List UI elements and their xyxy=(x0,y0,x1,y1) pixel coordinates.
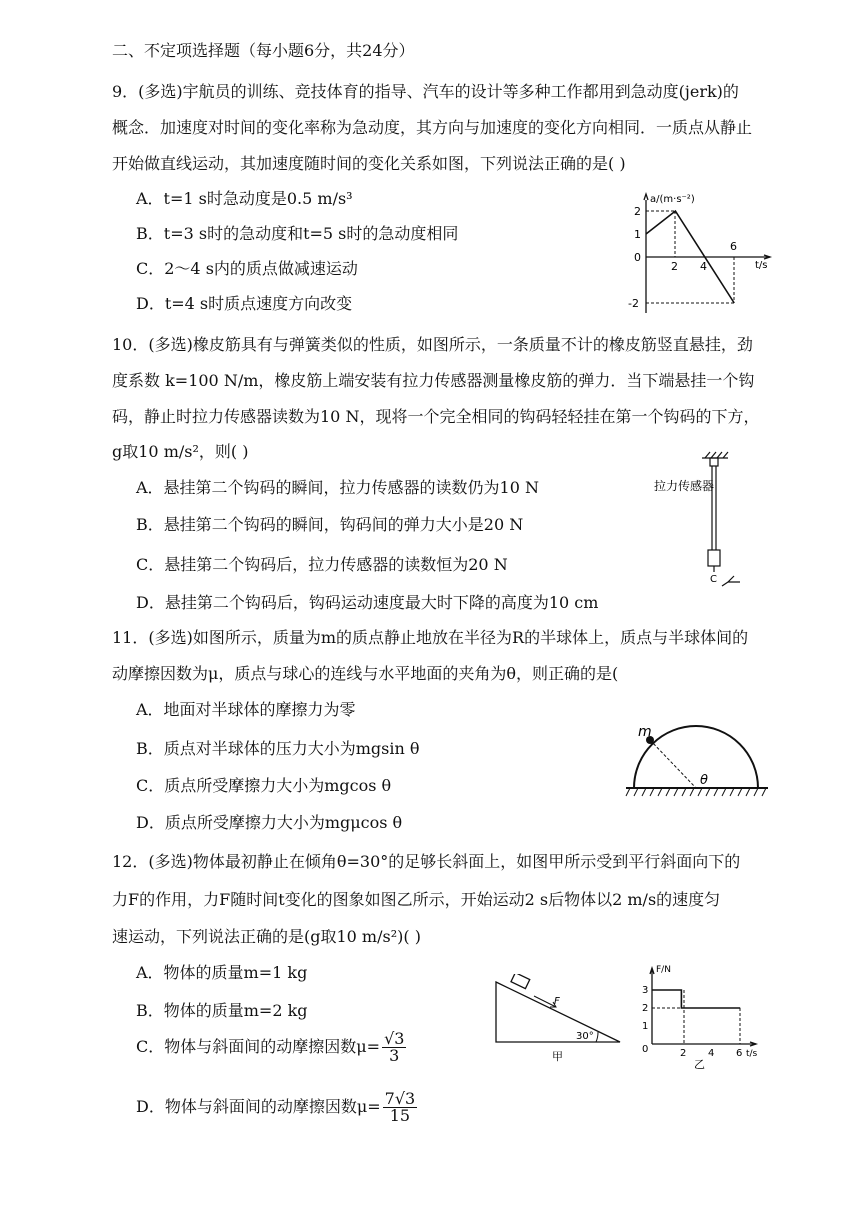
hook-weight xyxy=(708,550,720,566)
f-x-axis-label: t/s xyxy=(746,1049,758,1059)
q12-option-c xyxy=(136,1030,406,1064)
q9-line-1: 9．(多选)宇航员的训练、竞技体育的指导、汽车的设计等多种工作都用到急动度(jerk)的 xyxy=(112,82,739,101)
force-label: F xyxy=(554,996,560,1007)
tick-x4: 4 xyxy=(700,260,707,273)
q9-option-c: C．2～4 s内的质点做减速运动 xyxy=(136,259,358,278)
f-tick-y2: 2 xyxy=(642,1003,649,1014)
hemisphere-arc xyxy=(634,726,758,788)
tick-x2: 2 xyxy=(671,260,678,273)
fraction-c xyxy=(382,1031,406,1064)
radius-line xyxy=(650,740,696,788)
q11-option-a: A．地面对半球体的摩擦力为零 xyxy=(136,700,356,719)
fraction-d xyxy=(383,1091,418,1124)
q10-rubber-band-figure xyxy=(650,448,760,600)
force-series-line xyxy=(652,990,740,1008)
q11-option-b: B．质点对半球体的压力大小为mgsin θ xyxy=(136,739,420,758)
q10-option-a: A．悬挂第二个钩码的瞬间，拉力传感器的读数仍为10 N xyxy=(136,478,540,497)
section-title: 二、不定项选择题（每小题6分，共24分） xyxy=(112,41,415,60)
x-axis-label: t/s xyxy=(755,260,768,271)
q11-hemisphere-figure xyxy=(622,718,772,802)
y-axis-label: a/(m·s⁻²) xyxy=(650,194,695,205)
hand-mark xyxy=(722,576,740,586)
q12-incline-figure xyxy=(490,974,630,1064)
block xyxy=(511,974,530,989)
q10-line-3: 码，静止时拉力传感器读数为10 N，现将一个完全相同的钩码轻轻挂在第一个钩码的下方， xyxy=(112,407,760,426)
q9-option-d: D．t=4 s时质点速度方向改变 xyxy=(136,294,353,313)
angle-arc xyxy=(596,1032,598,1042)
fraction-d-denominator: 15 xyxy=(389,1106,411,1125)
q9-line-3: 开始做直线运动，其加速度随时间的变化关系如图，下列说法正确的是( ) xyxy=(112,154,626,173)
q12-option-d xyxy=(136,1090,417,1124)
q9-acceleration-graph xyxy=(620,188,780,318)
f-y-axis-label: F/N xyxy=(656,965,671,975)
q12-line-1: 12．(多选)物体最初静止在倾角θ=30°的足够长斜面上，如图甲所示受到平行斜面向下的 xyxy=(112,852,741,871)
f-tick-y0: 0 xyxy=(642,1044,649,1055)
q11-line-2: 动摩擦因数为μ，质点与球心的连线与水平地面的夹角为θ，则正确的是( xyxy=(112,664,619,683)
q12-option-a: A．物体的质量m=1 kg xyxy=(136,963,308,982)
y-axis-arrow xyxy=(644,194,648,200)
tick-y1: 1 xyxy=(634,228,641,241)
fraction-d-numerator: 7√3 xyxy=(384,1089,416,1108)
q12-line-2: 力F的作用，力F随时间t变化的图象如图乙所示，开始运动2 s后物体以2 m/s的速度匀 xyxy=(112,890,721,909)
q10-option-c: C．悬挂第二个钩码后，拉力传感器的读数恒为20 N xyxy=(136,555,508,574)
tick-x6: 6 xyxy=(730,240,737,253)
f-tick-x4: 4 xyxy=(708,1048,715,1059)
fraction-c-denominator: 3 xyxy=(389,1046,400,1065)
f-tick-y3: 3 xyxy=(642,985,649,996)
incline-angle-label: 30° xyxy=(576,1031,594,1042)
q10-line-1: 10．(多选)橡皮筋具有与弹簧类似的性质，如图所示，一条质量不计的橡皮筋竖直悬挂，劲 xyxy=(112,335,753,354)
sensor-box xyxy=(710,458,718,466)
tick-y2: 2 xyxy=(634,205,641,218)
q12-option-c-text: C．物体与斜面间的动摩擦因数μ= xyxy=(136,1037,381,1056)
q12-force-graph xyxy=(640,960,770,1070)
q10-option-b: B．悬挂第二个钩码的瞬间，钩码间的弹力大小是20 N xyxy=(136,515,524,534)
tick-y0: 0 xyxy=(634,251,641,264)
q12-option-b: B．物体的质量m=2 kg xyxy=(136,1001,308,1020)
f-tick-y1: 1 xyxy=(642,1021,649,1032)
caption-jia: 甲 xyxy=(552,1050,563,1063)
q10-line-2: 度系数 k=100 N/m，橡皮筋上端安装有拉力传感器测量橡皮筋的弹力．当下端悬挂一个钩 xyxy=(112,371,755,390)
caption-yi: 乙 xyxy=(694,1058,705,1070)
incline-triangle xyxy=(496,982,620,1042)
q12-option-d-text: D．物体与斜面间的动摩擦因数μ= xyxy=(136,1097,381,1116)
q10-option-d: D．悬挂第二个钩码后，钩码运动速度最大时下降的高度为10 cm xyxy=(136,593,599,612)
sensor-label: 拉力传感器 xyxy=(654,479,715,493)
q9-line-2: 概念．加速度对时间的变化率称为急动度，其方向与加速度的变化方向相同．一质点从静止 xyxy=(112,118,753,137)
tick-yneg2: -2 xyxy=(628,297,639,310)
mass-label: m xyxy=(638,724,652,740)
f-tick-x6: 6 xyxy=(736,1048,743,1059)
fraction-c-numerator: √3 xyxy=(384,1029,405,1048)
q9-option-b: B．t=3 s时的急动度和t=5 s时的急动度相同 xyxy=(136,224,459,243)
angle-label: θ xyxy=(700,773,708,788)
q11-option-d: D．质点所受摩擦力大小为mgμcos θ xyxy=(136,813,403,832)
q11-line-1: 11．(多选)如图所示，质量为m的质点静止地放在半径为R的半球体上，质点与半球体间的 xyxy=(112,628,749,647)
f-tick-x2: 2 xyxy=(680,1048,687,1059)
q9-option-a: A．t=1 s时急动度是0.5 m/s³ xyxy=(136,189,353,208)
hook-mark: C xyxy=(710,574,717,585)
q12-line-3: 速运动，下列说法正确的是(g取10 m/s²)( ) xyxy=(112,927,421,946)
q10-line-4: g取10 m/s²，则( ) xyxy=(112,442,249,461)
q11-option-c: C．质点所受摩擦力大小为mgcos θ xyxy=(136,776,392,795)
